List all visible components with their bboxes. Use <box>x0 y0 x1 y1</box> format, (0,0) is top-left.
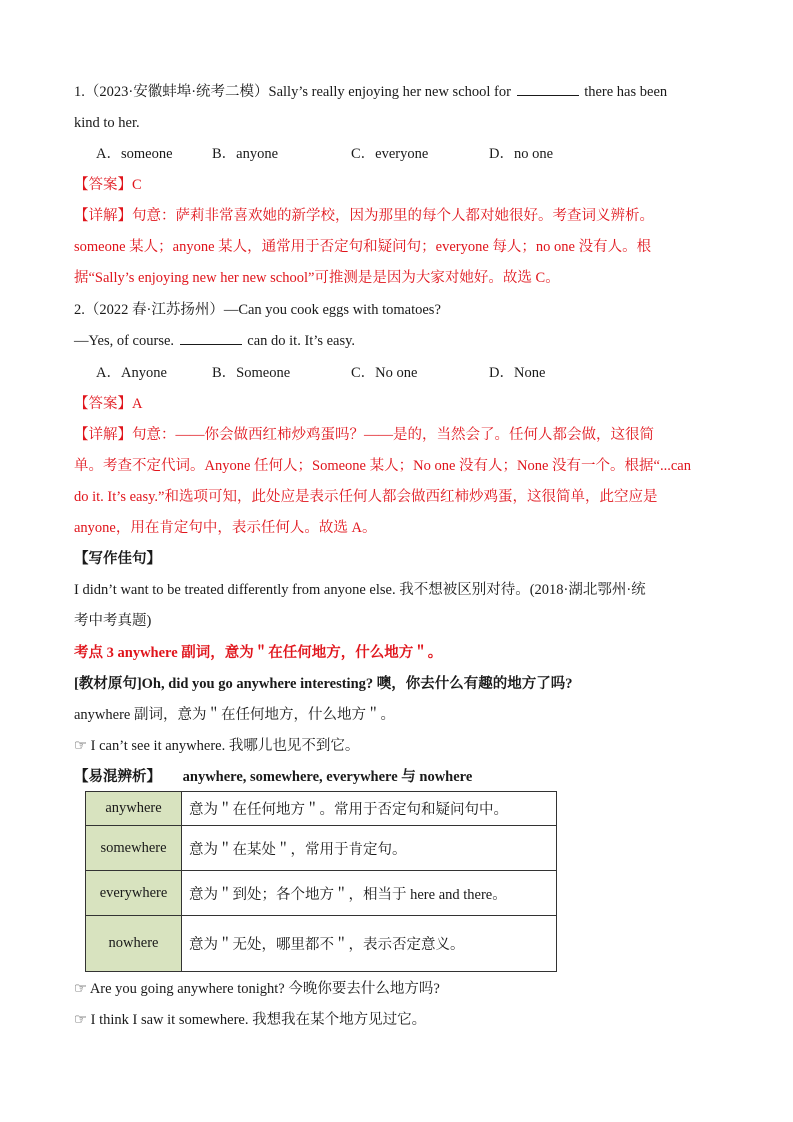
table-row <box>86 792 557 826</box>
writing-line2: 考中考真题) <box>74 613 152 629</box>
point3-heading: 考点 3 anywhere 副词，意为＂在任何地方，什么地方＂。 <box>74 645 443 661</box>
q2-option-a: A．Anyone <box>96 365 167 381</box>
q1-answer: 【答案】C <box>74 177 142 193</box>
example-sentence-2: ☞ I think I saw it somewhere. 我想我在某个地方见过它。 <box>74 1012 427 1028</box>
comparison-table <box>85 791 557 972</box>
table-row <box>86 871 557 916</box>
q2-detail-line2: 单。考查不定代词。Anyone 任何人；Someone 某人；No one 没有人；None 没有一个。根据“...can <box>74 458 691 474</box>
q2-stem-line2 <box>74 331 355 351</box>
q1-detail-line3: 据“Sally’s enjoying new her new school”可推测是是因为大家对她好。故选 C。 <box>74 270 560 286</box>
q1-option-a: A．someone <box>96 146 173 162</box>
compare-heading <box>74 767 472 787</box>
q1-option-c: C．everyone <box>351 146 429 162</box>
table-meaning-cell: 意为＂在任何地方＂。常用于否定句和疑问句中。 <box>182 792 557 826</box>
q2-stem-text-end: can do it. It’s easy. <box>247 333 356 349</box>
anywhere-definition: anywhere 副词，意为＂在任何地方，什么地方＂。 <box>74 707 395 723</box>
q2-detail-line3: do it. It’s easy.”和选项可知，此处应是表示任何人都会做西红柿炒鸡蛋，这很简单，此空应是 <box>74 489 658 505</box>
q2-option-c: C．No one <box>351 365 418 381</box>
q1-stem-line1 <box>74 82 667 102</box>
q1-detail-line2: someone 某人；anyone 某人，通常用于否定句和疑问句；everyone 每人；no one 没有人。根 <box>74 239 652 255</box>
writing-heading: 【写作佳句】 <box>74 551 161 567</box>
q1-blank <box>517 83 579 96</box>
q1-stem-text: 1.（2023·安徽蚌埠·统考二模）Sally’s really enjoying her new school for <box>74 84 511 100</box>
writing-line1: I didn’t want to be treated differently from anyone else. 我不想被区别对待。(2018·湖北鄂州·统 <box>74 582 646 598</box>
q2-blank <box>180 332 242 345</box>
table-meaning-cell: 意为＂在某处＂，常用于肯定句。 <box>182 826 557 871</box>
table-word-cell: everywhere <box>86 871 182 916</box>
q2-detail-line4: anyone，用在肯定句中，表示任何人。故选 A。 <box>74 520 377 536</box>
q2-answer: 【答案】A <box>74 396 143 412</box>
q1-stem-line2: kind to her. <box>74 115 140 131</box>
q2-option-b: B．Someone <box>212 365 291 381</box>
compare-label: 【易混辨析】 <box>74 769 161 785</box>
table-meaning-cell: 意为＂到处；各个地方＂，相当于 here and there。 <box>182 871 557 916</box>
table-row <box>86 916 557 972</box>
q1-detail-line1: 【详解】句意：萨莉非常喜欢她的新学校，因为那里的每个人都对她很好。考查词义辨析。 <box>74 208 654 224</box>
table-word-cell: anywhere <box>86 792 182 826</box>
q2-stem-line1: 2.（2022 春·江苏扬州）—Can you cook eggs with tomatoes? <box>74 302 441 318</box>
textbook-sentence: [教材原句]Oh, did you go anywhere interesting? 噢，你去什么有趣的地方了吗? <box>74 676 573 692</box>
compare-words: anywhere, somewhere, everywhere 与 nowhere <box>182 769 473 785</box>
example-sentence-1: ☞ Are you going anywhere tonight? 今晚你要去什么地方吗? <box>74 981 440 997</box>
q2-stem-text: —Yes, of course. <box>74 333 175 349</box>
q1-option-d: D．no one <box>489 146 554 162</box>
q2-detail-line1: 【详解】句意：——你会做西红柿炒鸡蛋吗？——是的，当然会了。任何人都会做，这很简 <box>74 427 654 443</box>
table-row <box>86 826 557 871</box>
table-meaning-cell: 意为＂无处，哪里都不＂，表示否定意义。 <box>182 916 557 972</box>
table-word-cell: nowhere <box>86 916 182 972</box>
table-word-cell: somewhere <box>86 826 182 871</box>
q1-option-b: B．anyone <box>212 146 279 162</box>
anywhere-example: ☞ I can’t see it anywhere. 我哪儿也见不到它。 <box>74 738 360 754</box>
q1-stem-text-end: there has been <box>584 84 668 100</box>
q2-option-d: D．None <box>489 365 546 381</box>
